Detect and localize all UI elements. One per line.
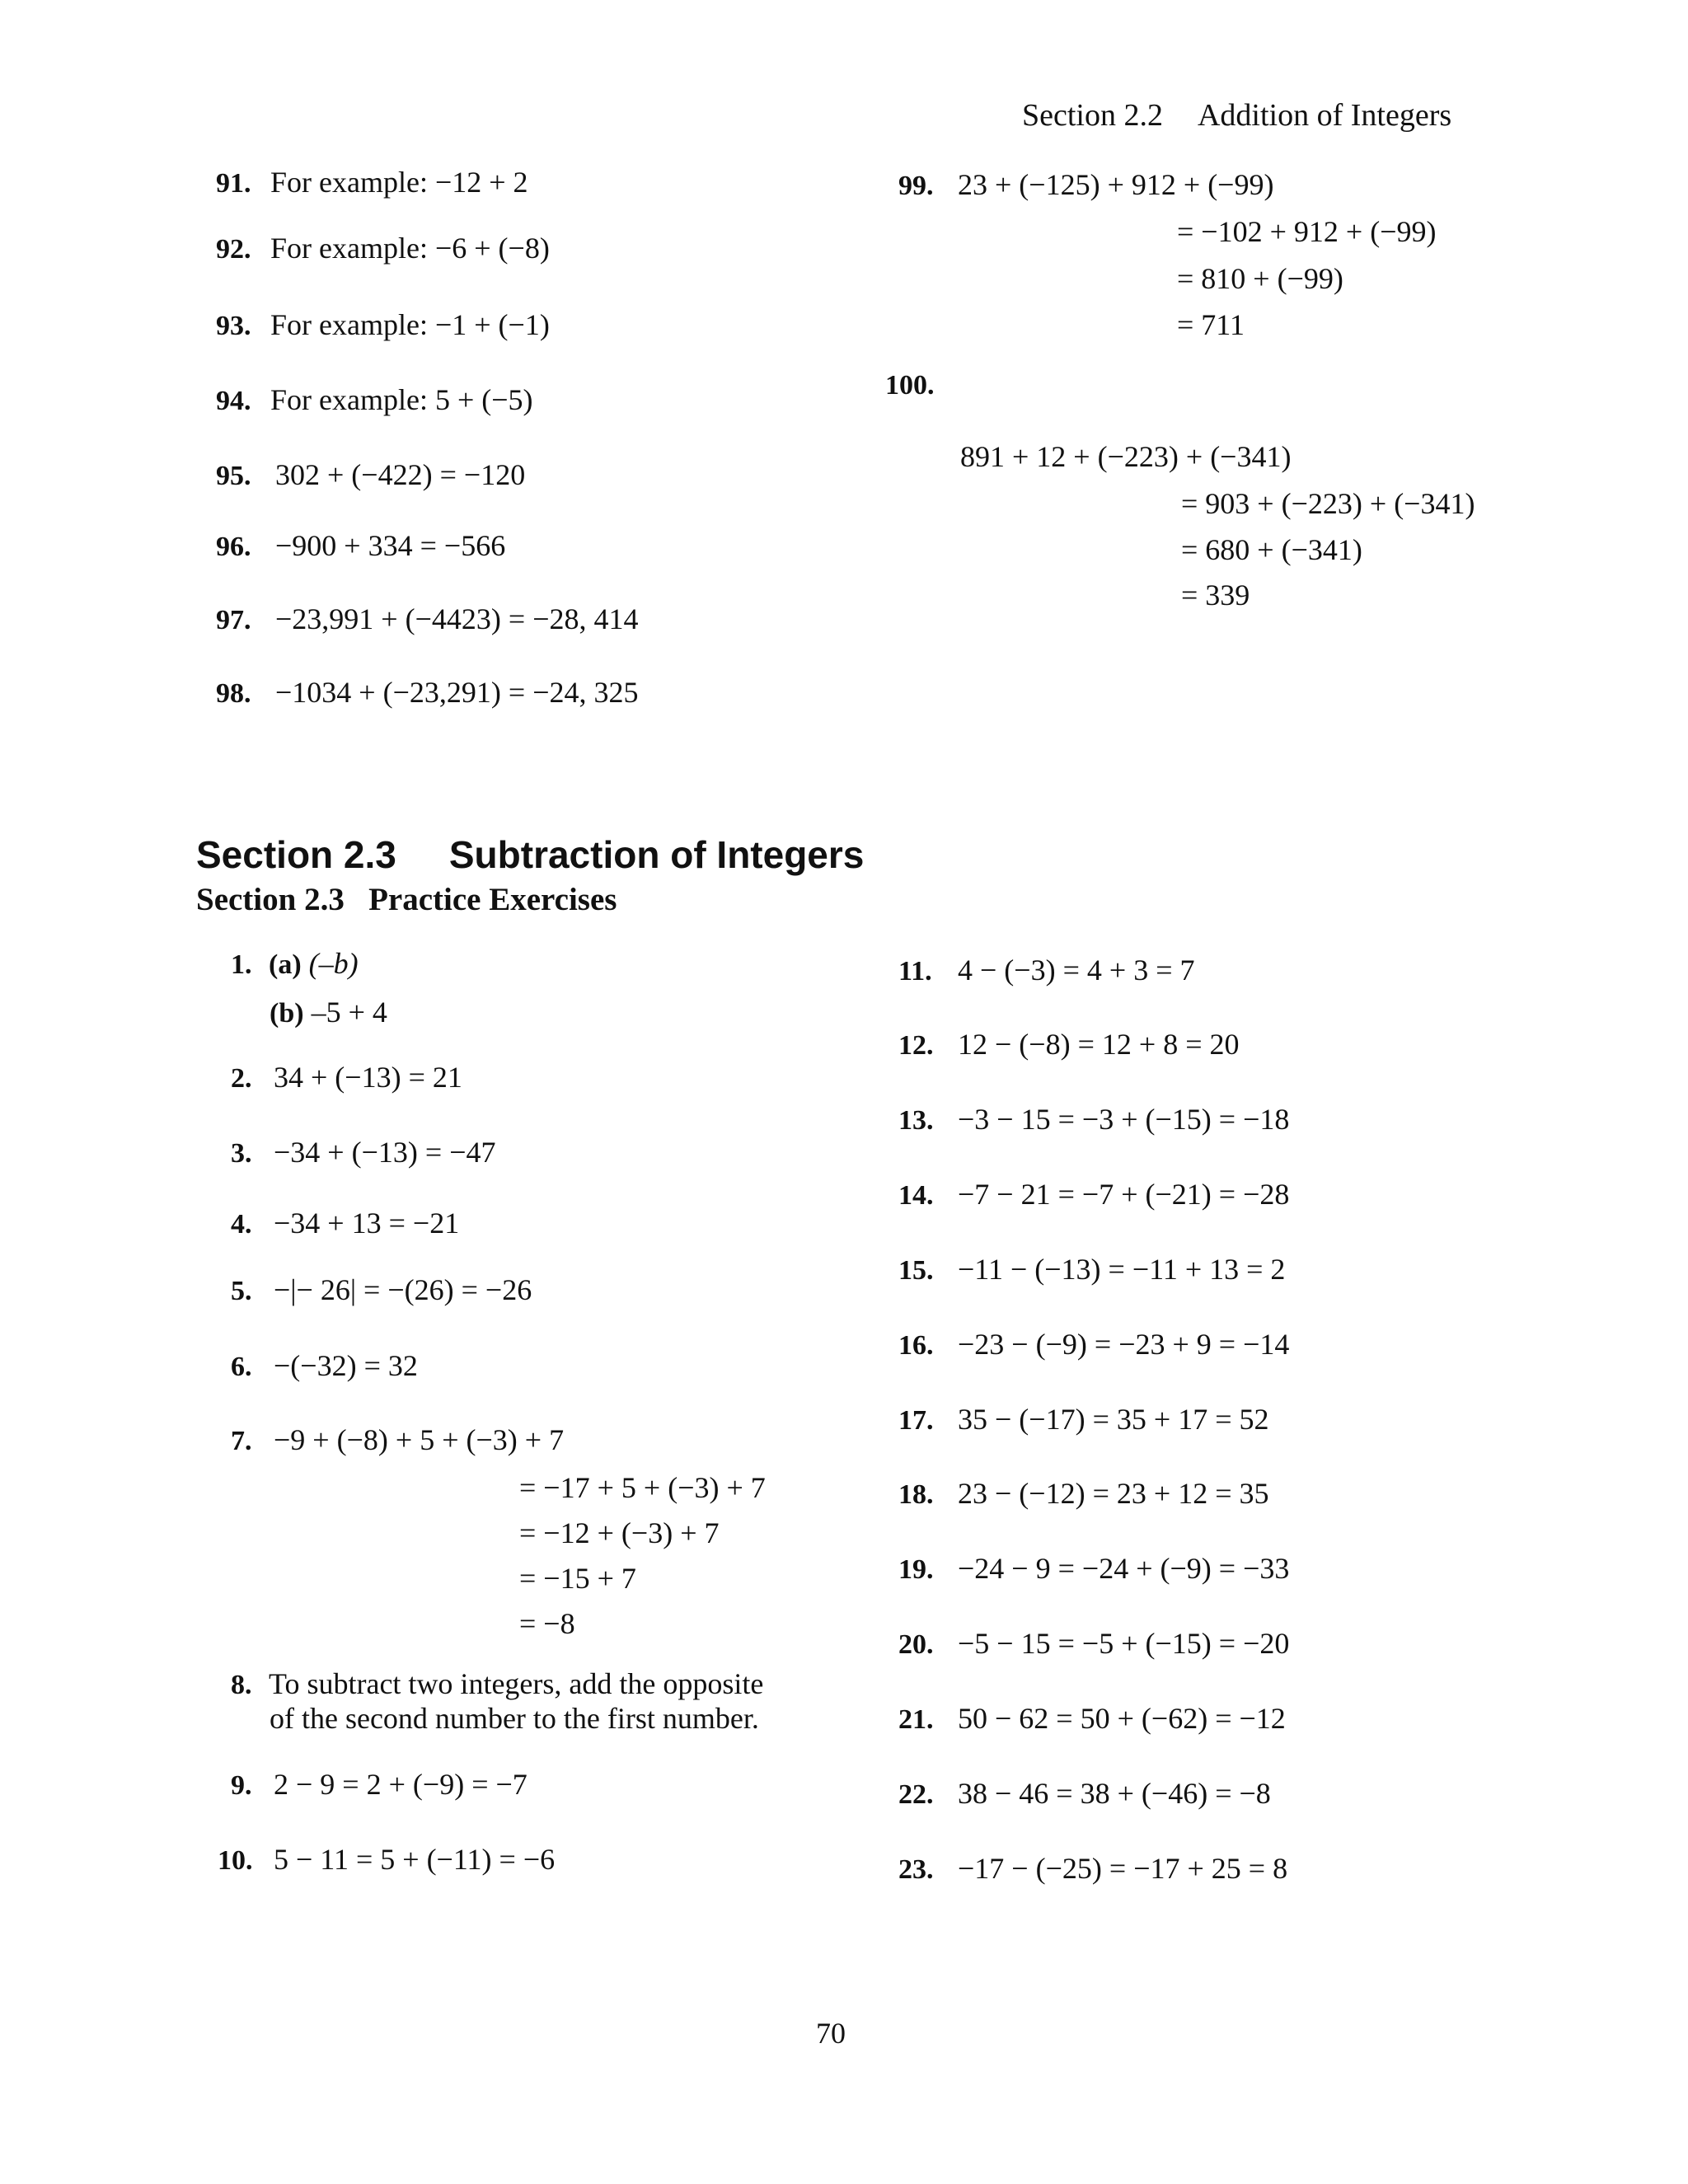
problem-text: −7 − 21 = −7 + (−21) = −28 xyxy=(958,1178,1290,1211)
problem-text: 2 − 9 = 2 + (−9) = −7 xyxy=(274,1768,528,1801)
problem-text: 34 + (−13) = 21 xyxy=(274,1061,462,1094)
problem-100-number: 100. xyxy=(885,370,935,401)
part-label: (a) xyxy=(269,949,302,980)
problem-7-step: = −17 + 5 + (−3) + 7 xyxy=(519,1471,766,1504)
problem-3 xyxy=(231,1134,496,1172)
problem-91 xyxy=(216,164,528,202)
problem-17 xyxy=(898,1401,1269,1439)
problem-5 xyxy=(231,1272,532,1310)
problem-text: −(−32) = 32 xyxy=(274,1349,418,1382)
problem-number: 23. xyxy=(898,1854,934,1885)
problem-2 xyxy=(231,1059,462,1097)
problem-text: −|− 26| = −(26) = −26 xyxy=(274,1273,532,1306)
problem-number: 93. xyxy=(216,311,251,341)
problem-text: −17 − (−25) = −17 + 25 = 8 xyxy=(958,1852,1288,1885)
problem-text: 23 − (−12) = 23 + 12 = 35 xyxy=(958,1477,1269,1510)
problem-number: 97. xyxy=(216,605,251,635)
problem-text: For example: −12 + 2 xyxy=(270,166,528,199)
problem-number: 92. xyxy=(216,234,251,265)
problem-98 xyxy=(216,674,639,712)
problem-21 xyxy=(898,1700,1286,1738)
problem-92 xyxy=(216,230,550,268)
problem-100-step: = 680 + (−341) xyxy=(1181,533,1362,566)
problem-number: 6. xyxy=(231,1352,252,1382)
problem-number: 21. xyxy=(898,1704,934,1735)
part-text: (–b) xyxy=(308,947,359,980)
problem-number: 16. xyxy=(898,1330,934,1361)
problem-20 xyxy=(898,1625,1289,1663)
problem-99-step: = −102 + 912 + (−99) xyxy=(1177,215,1437,248)
problem-100-step: = 903 + (−223) + (−341) xyxy=(1181,487,1475,520)
problem-13 xyxy=(898,1101,1289,1139)
problem-text: −1034 + (−23,291) = −24, 325 xyxy=(275,676,639,709)
problem-number: 22. xyxy=(898,1779,934,1810)
problem-text: −5 − 15 = −5 + (−15) = −20 xyxy=(958,1627,1290,1660)
problem-15 xyxy=(898,1251,1285,1289)
problem-number: 98. xyxy=(216,678,251,709)
problem-95 xyxy=(216,457,525,494)
problem-number: 5. xyxy=(231,1276,252,1306)
problem-23 xyxy=(898,1850,1287,1888)
problem-number: 4. xyxy=(231,1209,252,1240)
problem-number: 12. xyxy=(898,1030,934,1061)
problem-number: 14. xyxy=(898,1180,934,1211)
problem-text-line: To subtract two integers, add the opposite xyxy=(269,1667,764,1700)
problem-93 xyxy=(216,307,550,344)
problem-8 xyxy=(231,1666,763,1704)
problem-99-step: = 810 + (−99) xyxy=(1177,262,1343,295)
problem-text: −24 − 9 = −24 + (−9) = −33 xyxy=(958,1552,1290,1585)
header-section: Section 2.2 xyxy=(1022,98,1163,133)
problem-18 xyxy=(898,1475,1269,1513)
problem-number: 17. xyxy=(898,1405,934,1436)
problem-14 xyxy=(898,1176,1289,1214)
problem-1 xyxy=(231,945,359,983)
section-subtitle: Section 2.3 Practice Exercises xyxy=(196,882,617,917)
problem-16 xyxy=(898,1326,1289,1364)
problem-text: For example: −1 + (−1) xyxy=(270,308,550,341)
problem-19 xyxy=(898,1550,1289,1588)
problem-number: 8. xyxy=(231,1670,252,1700)
page-number: 70 xyxy=(816,2017,846,2050)
problem-text: 23 + (−125) + 912 + (−99) xyxy=(958,168,1274,201)
problem-number: 96. xyxy=(216,532,251,562)
problem-number: 20. xyxy=(898,1629,934,1660)
header-title: Addition of Integers xyxy=(1197,98,1452,133)
problem-7-step: = −12 + (−3) + 7 xyxy=(519,1516,720,1549)
problem-text: −11 − (−13) = −11 + 13 = 2 xyxy=(958,1253,1286,1286)
problem-text: −900 + 334 = −566 xyxy=(275,529,506,562)
problem-10 xyxy=(218,1841,555,1879)
problem-number: 9. xyxy=(231,1770,252,1801)
problem-4 xyxy=(231,1205,459,1243)
problem-11 xyxy=(898,952,1195,990)
part-label: (b) xyxy=(270,998,304,1029)
problem-text: 38 − 46 = 38 + (−46) = −8 xyxy=(958,1777,1271,1810)
problem-text: 302 + (−422) = −120 xyxy=(275,458,526,491)
problem-text: For example: −6 + (−8) xyxy=(270,232,550,265)
problem-number: 7. xyxy=(231,1426,252,1456)
problem-number: 2. xyxy=(231,1063,252,1094)
problem-number: 10. xyxy=(218,1845,253,1876)
problem-number: 13. xyxy=(898,1105,934,1136)
problem-6 xyxy=(231,1347,418,1385)
problem-text: −9 + (−8) + 5 + (−3) + 7 xyxy=(274,1423,565,1456)
problem-8-line-2: of the second number to the first number. xyxy=(270,1702,759,1735)
problem-94 xyxy=(216,382,533,419)
problem-number: 94. xyxy=(216,386,251,416)
problem-text: 35 − (−17) = 35 + 17 = 52 xyxy=(958,1403,1269,1436)
problem-12 xyxy=(898,1026,1240,1064)
section-title-number: Section 2.3 xyxy=(196,833,396,876)
problem-96 xyxy=(216,527,505,565)
problem-22 xyxy=(898,1775,1271,1813)
problem-number: 15. xyxy=(898,1255,934,1286)
problem-9 xyxy=(231,1766,528,1804)
problem-text: −34 + (−13) = −47 xyxy=(274,1136,496,1169)
problem-text: −3 − 15 = −3 + (−15) = −18 xyxy=(958,1103,1290,1136)
section-title-text: Subtraction of Integers xyxy=(448,833,865,876)
problem-number: 91. xyxy=(216,168,251,199)
problem-number: 3. xyxy=(231,1138,252,1169)
problem-number: 18. xyxy=(898,1479,934,1510)
problem-7-step: = −8 xyxy=(519,1607,575,1640)
problem-text: 50 − 62 = 50 + (−62) = −12 xyxy=(958,1702,1286,1735)
problem-7-step: = −15 + 7 xyxy=(519,1562,636,1595)
problem-text: 4 − (−3) = 4 + 3 = 7 xyxy=(958,954,1195,987)
problem-number: 11. xyxy=(898,956,932,987)
problem-7 xyxy=(231,1422,564,1460)
problem-97 xyxy=(216,601,639,639)
problem-text: −34 + 13 = −21 xyxy=(274,1207,460,1240)
problem-100-step: = 339 xyxy=(1181,579,1250,612)
part-text: –5 + 4 xyxy=(311,996,387,1029)
problem-text: 5 − 11 = 5 + (−11) = −6 xyxy=(274,1843,556,1876)
problem-text: −23 − (−9) = −23 + 9 = −14 xyxy=(958,1328,1290,1361)
problem-number: 95. xyxy=(216,461,251,491)
problem-100-text: 891 + 12 + (−223) + (−341) xyxy=(960,440,1292,473)
problem-99 xyxy=(898,166,1273,204)
problem-number: 1. xyxy=(231,949,252,980)
problem-text: −23,991 + (−4423) = −28, 414 xyxy=(275,602,639,635)
problem-1-part-b xyxy=(270,994,387,1032)
problem-number: 19. xyxy=(898,1554,934,1585)
section-title xyxy=(196,832,864,877)
problem-text: 12 − (−8) = 12 + 8 = 20 xyxy=(958,1028,1240,1061)
running-header xyxy=(1022,97,1451,134)
problem-number: 99. xyxy=(898,171,934,201)
problem-text: For example: 5 + (−5) xyxy=(270,383,533,416)
problem-99-step: = 711 xyxy=(1177,308,1245,341)
